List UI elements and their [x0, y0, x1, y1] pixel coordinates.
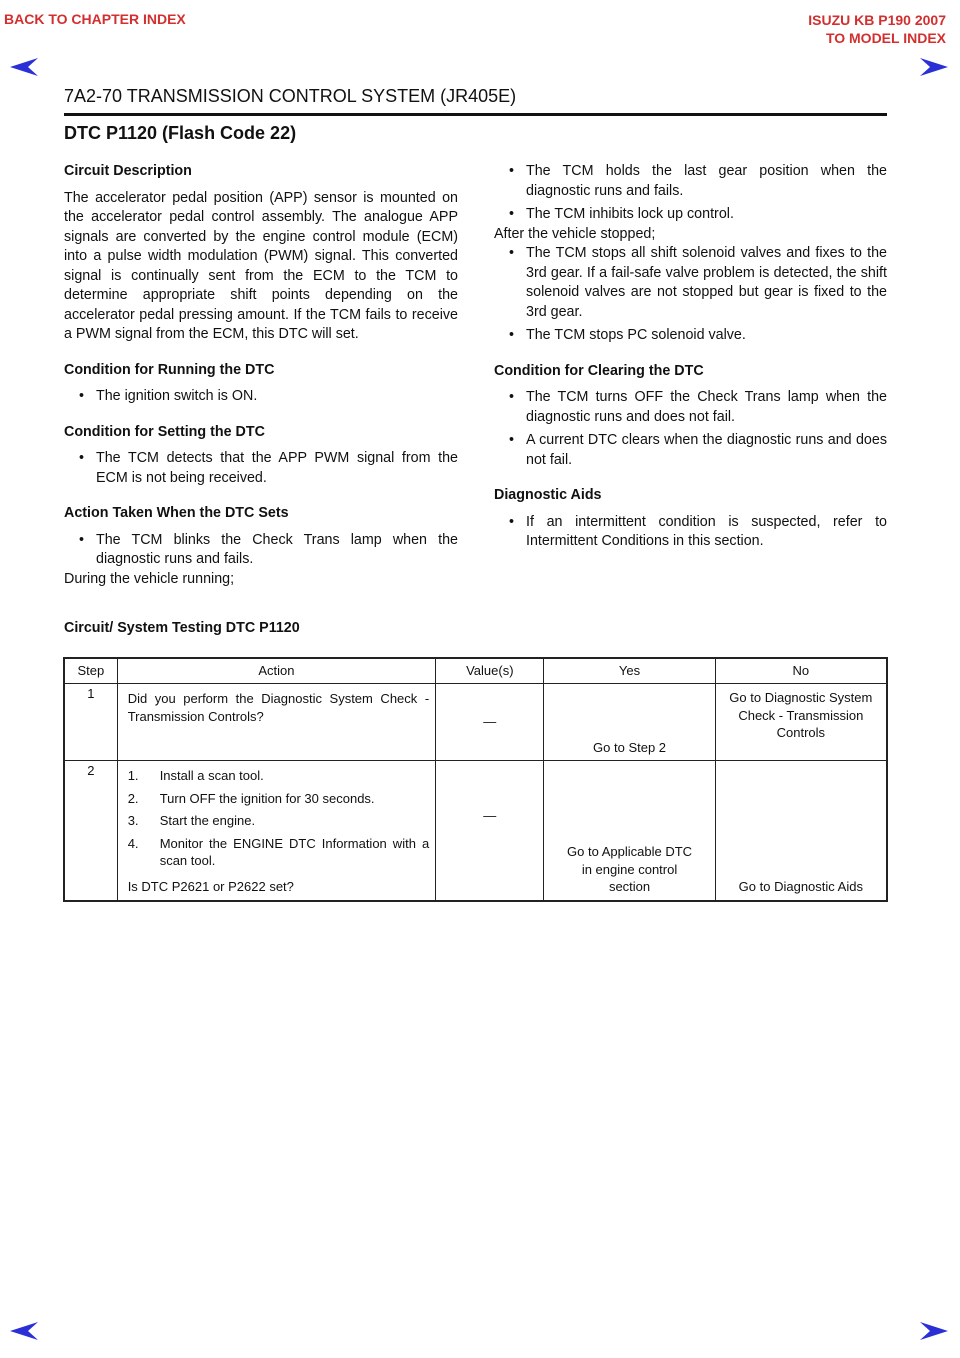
action-steps-list: [128, 767, 429, 870]
list-item: • The TCM stops all shift solenoid valves and fixes to the 3rd gear. If a fail-safe valve problem is detected, the shift solenoid valves are not stopped but gear is fixed to the 3rd gear.: [494, 244, 887, 322]
list-item: 4. Monitor the ENGINE DTC Information with a scan tool.: [127, 835, 430, 868]
model-name-link[interactable]: ISUZU KB P190 2007: [808, 12, 946, 28]
diagnostic-table: [63, 657, 888, 902]
model-index-links[interactable]: [808, 11, 946, 47]
stopped-effects-list: [494, 244, 887, 346]
left-column: [64, 162, 458, 589]
table-row: [64, 684, 887, 761]
page-header-title: 7A2-70 TRANSMISSION CONTROL SYSTEM (JR405E): [64, 86, 517, 106]
column-header-no: No: [715, 658, 887, 684]
list-item: 2. Turn OFF the ignition for 30 seconds.: [127, 790, 375, 806]
yes-cell: Go to Step 2: [544, 684, 715, 761]
circuit-testing-heading: Circuit/ System Testing DTC P1120: [64, 620, 300, 636]
diagnostic-aids-heading: Diagnostic Aids: [494, 487, 602, 503]
list-item: • The TCM inhibits lock up control.: [494, 205, 887, 225]
list-item: • The TCM holds the last gear position when the diagnostic runs and fails.: [494, 162, 887, 201]
list-item: • If an intermittent condition is suspected, refer to Intermittent Conditions in this section.: [494, 513, 887, 552]
clearing-condition-list: [494, 388, 887, 470]
column-header-values: Value(s): [436, 658, 544, 684]
clearing-condition-heading: Condition for Clearing the DTC: [494, 362, 704, 379]
list-item: • The TCM turns OFF the Check Trans lamp when the diagnostic runs and does not fail.: [494, 388, 887, 427]
setting-condition-heading: Condition for Setting the DTC: [64, 423, 265, 440]
action-taken-list: [64, 531, 458, 570]
list-item: • The TCM blinks the Check Trans lamp when the diagnostic runs and fails.: [64, 531, 458, 570]
value-cell: —: [436, 761, 544, 901]
action-question: Is DTC P2621 or P2622 set?: [127, 878, 294, 894]
action-taken-heading: Action Taken When the DTC Sets: [64, 505, 289, 521]
step-number: 2: [64, 761, 117, 901]
next-page-arrow-icon[interactable]: [920, 58, 948, 76]
setting-condition-list: [64, 449, 458, 488]
after-stopped-text: After the vehicle stopped;: [494, 225, 656, 242]
column-header-step: Step: [64, 658, 117, 684]
circuit-description-heading: Circuit Description: [64, 163, 192, 179]
column-header-yes: Yes: [544, 658, 715, 684]
yes-cell: Go to Applicable DTC in engine control section: [544, 761, 715, 901]
no-cell: Go to Diagnostic Aids: [715, 761, 887, 901]
during-running-text: During the vehicle running;: [64, 570, 235, 587]
running-condition-list: [64, 387, 458, 407]
action-cell: [117, 761, 435, 901]
next-page-arrow-bottom-icon[interactable]: [920, 1322, 948, 1340]
list-item: 1. Install a scan tool.: [127, 768, 264, 783]
table-header-row: [64, 658, 887, 684]
diagnostic-aids-list: [494, 513, 887, 552]
to-model-index-link[interactable]: TO MODEL INDEX: [825, 30, 946, 46]
step-number: 1: [64, 684, 117, 761]
value-cell: —: [436, 684, 544, 761]
list-item: • The TCM detects that the APP PWM signal from the ECM is not being received.: [64, 449, 458, 488]
dtc-title: DTC P1120 (Flash Code 22): [64, 123, 297, 143]
list-item: • A current DTC clears when the diagnostic runs and does not fail.: [494, 431, 887, 470]
table-row: [64, 761, 887, 901]
back-to-chapter-index-link[interactable]: BACK TO CHAPTER INDEX: [4, 11, 186, 27]
column-header-action: Action: [117, 658, 435, 684]
list-item: • The ignition switch is ON.: [64, 387, 458, 407]
running-condition-heading: Condition for Running the DTC: [64, 361, 275, 378]
circuit-description-text: The accelerator pedal position (APP) sensor is mounted on the accelerator pedal control assembly. The analogue APP signals are converted by the engine control module (ECM) into a pulse width modulation (PWM) signal. This converted signal is continually sent from the ECM to the TCM to determine appropriate shift points depending on the accelerator pedal pressing amount. If the TCM fails to receive a PWM signal from the ECM, this DTC will set.: [64, 189, 458, 342]
right-column: [494, 162, 887, 556]
running-effects-list: [494, 162, 887, 225]
header-divider: [64, 113, 887, 116]
previous-page-arrow-icon[interactable]: [10, 58, 38, 76]
list-item: 3. Start the engine.: [127, 813, 256, 828]
list-item: • The TCM stops PC solenoid valve.: [494, 326, 887, 346]
action-cell: Did you perform the Diagnostic System Check - Transmission Controls?: [117, 684, 435, 761]
no-cell: Go to Diagnostic System Check - Transmission Controls: [715, 684, 887, 761]
previous-page-arrow-bottom-icon[interactable]: [10, 1322, 38, 1340]
